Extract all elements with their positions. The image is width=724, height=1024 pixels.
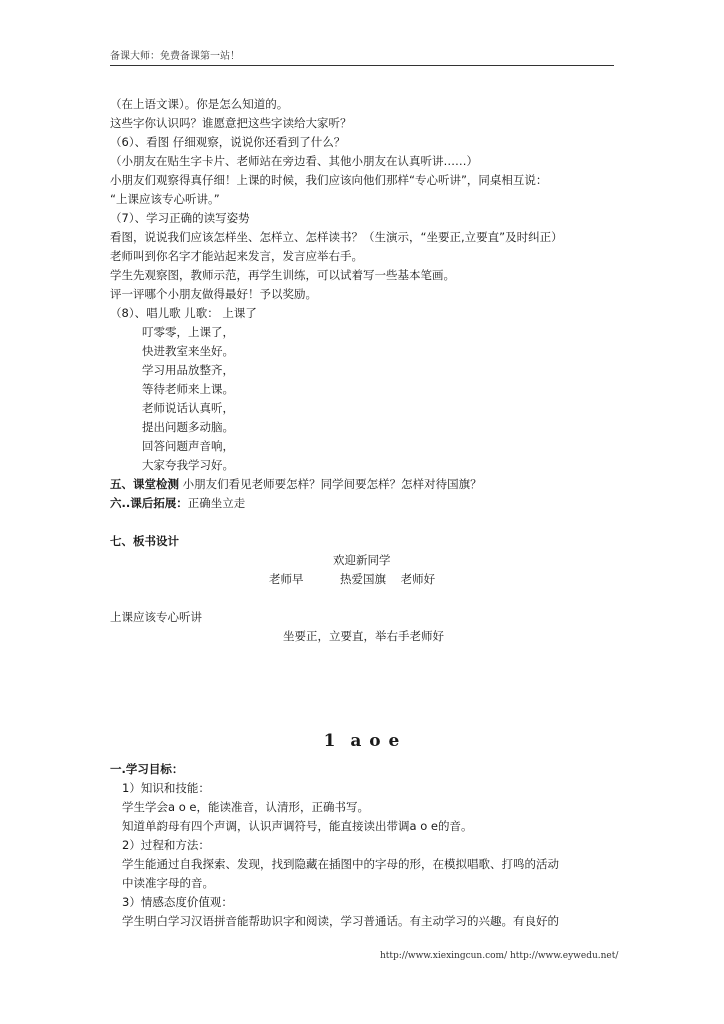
section-6-text: 正确坐立走 xyxy=(187,496,246,510)
text-line: （8）、唱儿歌 儿歌： 上课了 xyxy=(110,306,257,320)
text-line: （在上语文课）。你是怎么知道的。 xyxy=(110,97,289,111)
section-5-text: 小朋友们看见老师要怎样？同学间要怎样？怎样对待国旗？ xyxy=(179,477,482,491)
board-line-4: 坐要正，立要直，举右手老师好 xyxy=(283,629,444,643)
section-7-label: 七、板书设计 xyxy=(110,534,179,548)
goals-line: 3）情感态度价值观： xyxy=(122,895,233,909)
text-line: （小朋友在贴生字卡片、老师站在旁边看、其他小朋友在认真听讲……） xyxy=(110,154,478,168)
poem-line: 等待老师来上课。 xyxy=(142,382,234,396)
poem-line: 回答问题声音响， xyxy=(142,439,234,453)
text-line: 这些字你认识吗？谁愿意把这些字读给大家听？ xyxy=(110,116,352,130)
poem-line: 快进教室来坐好。 xyxy=(142,344,234,358)
goals-line: 1）知识和技能： xyxy=(122,781,210,795)
board-line-1: 欢迎新同学 xyxy=(333,553,391,567)
goals-line: 2）过程和方法： xyxy=(122,838,210,852)
poem-line: 提出问题多动脑。 xyxy=(142,420,234,434)
poem-line: 老师说话认真听， xyxy=(142,401,234,415)
text-line: 老师叫到你名字才能站起来发言，发言应举右手。 xyxy=(110,249,363,263)
goals-line: 学生能通过自我探索、发现，找到隐藏在插图中的字母的形，在模拟唱歌、打鸣的活动 xyxy=(122,857,559,871)
text-line: （6）、看图 仔细观察，说说你还看到了什么？ xyxy=(110,135,346,149)
poem-line: 叮零零，上课了， xyxy=(142,325,234,339)
lesson-title: 1 a o e xyxy=(323,731,401,751)
section-5 xyxy=(110,476,482,492)
text-line: 看图，说说我们应该怎样坐、怎样立、怎样读书？（生演示，“坐要正,立要直”及时纠正） xyxy=(110,230,563,244)
page-header: 备课大师：免费备课第一站！ xyxy=(110,50,614,66)
section-6 xyxy=(110,495,245,511)
section-5-label: 五、课堂检测 xyxy=(110,477,179,491)
page-footer-urls: http://www.xiexingcun.com/ http://www.eywedu.net/ xyxy=(380,951,619,961)
goals-line: 知道单韵母有四个声调，认识声调符号，能直接读出带调a o e的音。 xyxy=(122,819,473,833)
goals-line: 学生学会a o e，能读准音，认清形，正确书写。 xyxy=(122,800,369,814)
text-line: 评一评哪个小朋友做得最好！予以奖励。 xyxy=(110,287,317,301)
goals-label: 一.学习目标： xyxy=(110,762,184,776)
goals-line: 中读准字母的音。 xyxy=(122,876,214,890)
board-line-2: 老师早 热爱国旗 老师好 xyxy=(269,572,436,586)
text-line: 小朋友们观察得真仔细！上课的时候，我们应该向他们那样“专心听讲”，同桌相互说： xyxy=(110,173,548,187)
goals-line: 学生明白学习汉语拼音能帮助识字和阅读，学习普通话。有主动学习的兴趣。有良好的 xyxy=(122,914,559,928)
poem-line: 大家夸我学习好。 xyxy=(142,458,234,472)
text-line: 学生先观察图，教师示范，再学生训练，可以试着写一些基本笔画。 xyxy=(110,268,455,282)
section-6-label: 六..课后拓展： xyxy=(110,496,188,510)
text-line: “上课应该专心听讲。” xyxy=(110,192,220,206)
board-line-3: 上课应该专心听讲 xyxy=(110,610,202,624)
text-line: （7）、学习正确的读写姿势 xyxy=(110,211,250,225)
poem-line: 学习用品放整齐， xyxy=(142,363,234,377)
